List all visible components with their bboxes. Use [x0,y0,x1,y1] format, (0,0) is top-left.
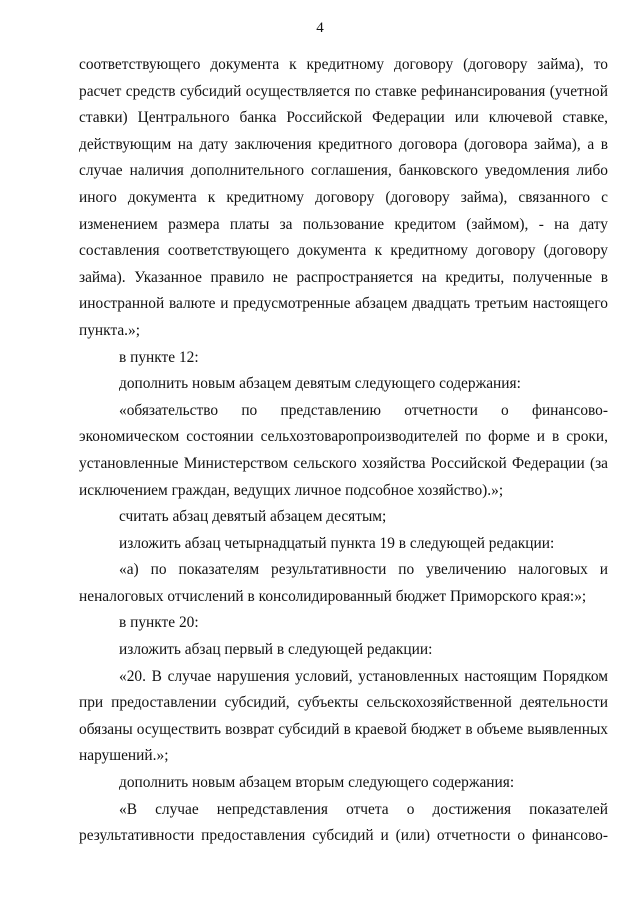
text-line: расчет средств субсидий осуществляется по ставке рефинансирования (учетной [79,82,608,100]
text-line: исключением граждан, ведущих личное подсобное хозяйство).»; [79,481,504,499]
text-line: неналоговых отчислений в консолидированный бюджет Приморского края:»; [79,587,587,605]
text-line: ставки) Центрального банка Российской Федерации или ключевой ставке, [79,109,608,127]
text-line: соответствующего документа к кредитному договору (договору займа), то [79,56,608,73]
document-body [79,52,608,850]
text-line: иного документа к кредитному договору (договору займа), связанного с [79,188,608,206]
text-line: «обязательство по представлению отчетности о финансово- [119,401,608,419]
text-line: займа). Указанное правило не распространяется на кредиты, полученные в [79,268,608,286]
text-line: дополнить новым абзацем девятым следующего содержания: [119,375,521,393]
text-line: установленные Министерством сельского хозяйства Российской Федерации (за [79,454,608,472]
text-line: результативности предоставления субсидий и (или) отчетности о финансово- [79,827,608,845]
text-line: изменением размера платы за пользование кредитом (займом), - на дату [79,215,608,233]
text-line: в пункте 20: [119,614,199,632]
text-line: при предоставлении субсидий, субъекты сельскохозяйственной деятельности [79,694,608,712]
text-line: экономическом состоянии сельхозтоваропроизводителей по форме и в сроки, [79,428,608,446]
text-line: «а) по показателям результативности по увеличению налоговых и [119,561,608,579]
text-line: случае наличия дополнительного соглашения, банковского уведомления либо [79,162,608,180]
text-line: изложить абзац первый в следующей редакции: [119,641,433,659]
text-line: нарушений.»; [79,747,169,765]
text-line: составления соответствующего документа к кредитному договору (договору [79,242,608,260]
text-line: считать абзац девятый абзацем десятым; [119,508,387,526]
text-line: дополнить новым абзацем вторым следующего содержания: [119,774,515,792]
text-line: «В случае непредставления отчета о достижения показателей [119,800,608,818]
text-line: пункта.»; [79,321,141,339]
text-line: действующим на дату заключения кредитного договора (договора займа), а в [79,135,608,153]
text-line: обязаны осуществить возврат субсидий в краевой бюджет в объеме выявленных [79,720,608,738]
text-line: в пункте 12: [119,348,199,366]
text-line: иностранной валюте и предусмотренные абзацем двадцать третьим настоящего [79,295,608,313]
text-line: «20. В случае нарушения условий, установленных настоящим Порядком [119,667,608,685]
page-number: 4 [316,20,324,36]
text-line: изложить абзац четырнадцатый пункта 19 в следующей редакции: [119,534,555,552]
